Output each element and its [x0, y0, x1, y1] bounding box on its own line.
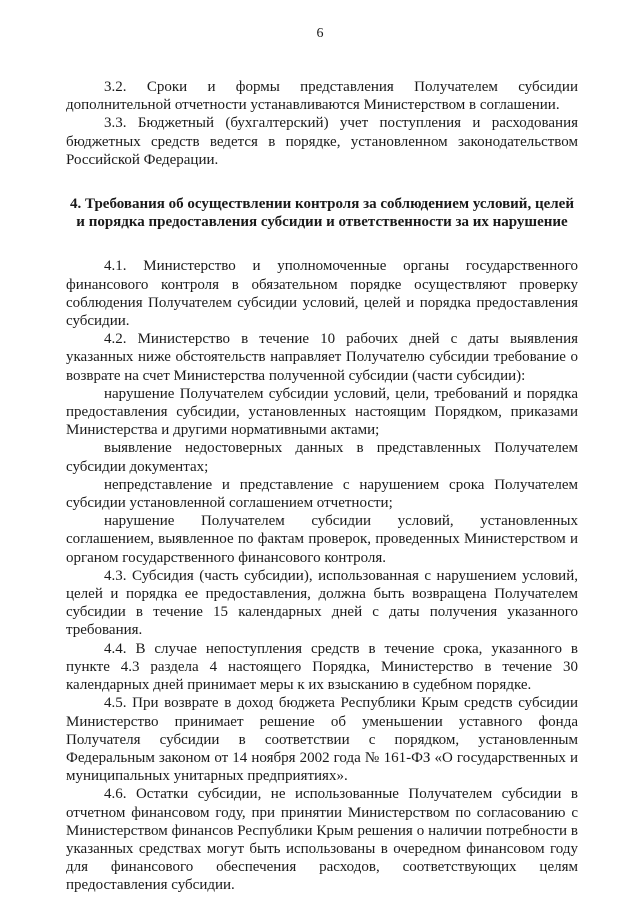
paragraph-3-2: 3.2. Сроки и формы представления Получателем субсидии дополнительной отчетности устанавливаются Министерством в соглашении.	[66, 79, 578, 114]
paragraph-4-2: 4.2. Министерство в течение 10 рабочих дней с даты выявления указанных ниже обстоятельств направляет Получателю субсидии требование о возврате на счет Министерства полученной субсидии (части субсидии):	[66, 331, 578, 384]
list-item: нарушение Получателем субсидии условий, установленных соглашением, выявленное по фактам проверок, проведенных Министерством и органом государственного финансового контроля.	[66, 513, 578, 566]
section-4-heading: 4. Требования об осуществлении контроля за соблюдением условий, целей и порядка предоставления субсидии и ответственности за их нарушение	[70, 196, 574, 231]
list-item: выявление недостоверных данных в представленных Получателем субсидии документах;	[66, 440, 578, 475]
paragraph-4-3: 4.3. Субсидия (часть субсидии), использованная с нарушением условий, целей и порядка ее предоставления, должна быть возвращена Получателем субсидии в течение 15 календарных дней с даты получения указанного требования.	[66, 567, 578, 639]
document-body	[66, 78, 578, 895]
paragraph-4-6: 4.6. Остатки субсидии, не использованные Получателем субсидии в отчетном финансовом году, при принятии Министерством по согласованию с Министерством финансов Республики Крым решения о наличии потребности в указанных средствах могут быть использованы в очередном финансовом году для финансового обеспечения расходов, соответствующих целям предоставления субсидии.	[66, 786, 578, 894]
list-item: нарушение Получателем субсидии условий, цели, требований и порядка предоставления субсидии, установленных настоящим Порядком, приказами Министерства и другими нормативными актами;	[66, 385, 578, 439]
paragraph-4-1: 4.1. Министерство и уполномоченные органы государственного финансового контроля в обязательном порядке осуществляют проверку соблюдения Получателем субсидии условий, целей и порядка предоставления субсидии.	[66, 258, 578, 330]
page-number: 6	[316, 26, 324, 41]
paragraph-4-4: 4.4. В случае непоступления средств в течение срока, указанного в пункте 4.3 раздела 4 настоящего Порядка, Министерство в течение 30 календарных дней принимает меры к их взысканию в судебном порядке.	[66, 640, 578, 694]
paragraph-3-3: 3.3. Бюджетный (бухгалтерский) учет поступления и расходования бюджетных средств ведется в порядке, установленном законодательством Российской Федерации.	[66, 115, 578, 168]
paragraph-4-5: 4.5. При возврате в доход бюджета Республики Крым средств субсидии Министерство принимает решение об уменьшении уставного фонда Получателя субсидии в соответствии с порядком, установленным Федеральным законом от 14 ноября 2002 года № 161-ФЗ «О государственных и муниципальных унитарных предприятиях».	[66, 695, 578, 785]
list-item: непредставление и представление с нарушением срока Получателем субсидии установленной соглашением отчетности;	[66, 476, 578, 512]
